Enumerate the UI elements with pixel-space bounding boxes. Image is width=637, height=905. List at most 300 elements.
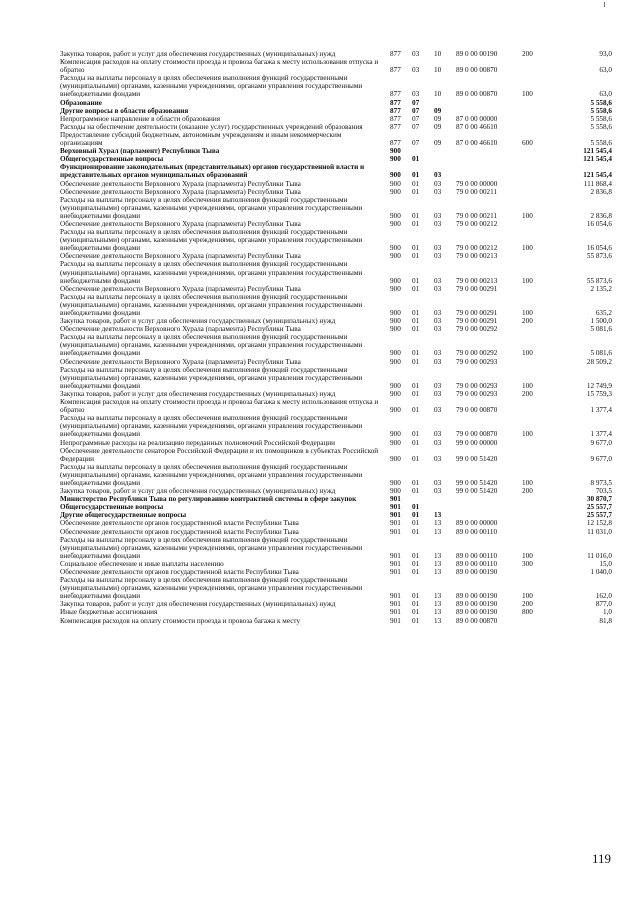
cell-section: 01 (412, 608, 420, 617)
row-name: Закупка товаров, работ и услуг для обеспечения государственных (муниципальных) нужд (60, 389, 336, 398)
cell-section: 01 (412, 406, 420, 415)
cell-ministry-code: 900 (390, 211, 401, 220)
cell-ministry-code: 900 (390, 325, 401, 334)
row-name: Расходы на выплаты персоналу в целях обеспечения выполнения функций государственными (муниципальными) органами, казенными учреждениями, органами управления государственными внебюджетными фондами (60, 260, 363, 285)
cell-section: 01 (412, 349, 420, 358)
cell-amount: 5 558,6 (590, 139, 612, 148)
cell-section: 07 (412, 114, 420, 123)
cell-subsection: 03 (434, 284, 442, 293)
cell-expense-type: 200 (522, 317, 533, 326)
cell-subsection: 03 (434, 317, 442, 326)
table-row (60, 220, 622, 228)
cell-section: 01 (412, 438, 420, 447)
table-row (60, 390, 622, 398)
cell-subsection: 03 (434, 219, 442, 228)
cell-target-article: 79 0 00 00291 (456, 309, 498, 317)
table-row (60, 123, 622, 131)
cell-amount: 15,0 (599, 559, 612, 568)
row-name: Непрограммные расходы на реализацию переданных полномочий Российской Федерации (60, 438, 335, 447)
cell-ministry-code: 900 (390, 389, 401, 398)
cell-expense-type: 100 (522, 551, 533, 560)
cell-expense-type: 200 (522, 389, 533, 398)
cell-section: 01 (412, 219, 420, 228)
cell-target-article: 89 0 00 00190 (456, 592, 498, 601)
cell-expense-type: 100 (522, 381, 533, 390)
cell-section: 01 (412, 179, 420, 188)
cell-subsection: 13 (434, 511, 442, 520)
cell-amount: 1 377,4 (590, 406, 612, 415)
table-row (60, 358, 622, 366)
cell-amount: 877,0 (595, 600, 612, 609)
cell-target-article: 79 0 00 00291 (456, 317, 498, 326)
table-row (60, 107, 622, 115)
cell-target-article: 89 0 00 00190 (456, 568, 498, 576)
cell-ministry-code: 900 (390, 171, 401, 180)
cell-target-article: 89 0 00 00190 (456, 608, 498, 617)
page-number: 119 (591, 851, 611, 866)
row-name: Компенсация расходов на оплату стоимости проезда и провоза багажа к месту использования отпуска и обратно (60, 58, 379, 75)
cell-subsection: 10 (434, 50, 442, 58)
row-name: Верховный Хурал (парламент) Республики Тыва (60, 147, 220, 156)
cell-section: 01 (412, 171, 420, 180)
cell-subsection: 03 (434, 244, 442, 253)
table-row (60, 188, 622, 196)
row-name: Закупка товаров, работ и услуг для обеспечения государственных (муниципальных) нужд (60, 600, 336, 609)
cell-amount: 55 873,6 (586, 276, 612, 285)
cell-target-article: 79 0 00 00000 (456, 179, 498, 188)
row-name: Обеспечение деятельности сенаторов Российской Федерации и их помощников в субъектах Российской Федерации (60, 446, 379, 463)
row-name: Расходы на выплаты персоналу в целях обеспечения выполнения функций государственными (муниципальными) органами, казенными учреждениями, органами управления государственными внебюджетными фондами (60, 333, 363, 358)
cell-target-article: 89 0 00 00110 (456, 559, 498, 568)
cell-expense-type: 200 (522, 487, 533, 496)
table-row (60, 398, 622, 414)
cell-target-article: 89 0 00 00110 (456, 551, 498, 560)
row-name: Обеспечение деятельности Верховного Хурала (парламента) Республики Тыва (60, 284, 301, 293)
cell-expense-type: 100 (522, 244, 533, 253)
cell-target-article: 87 0 00 46610 (456, 139, 498, 148)
cell-target-article: 79 0 00 00212 (456, 244, 498, 253)
row-name: Предоставление субсидий бюджетным, автономным учреждениям и иным некоммерческим организациям (60, 130, 342, 148)
row-name: Общегосударственные вопросы (60, 503, 164, 512)
cell-section: 03 (412, 90, 420, 99)
cell-amount: 25 557,7 (586, 503, 612, 512)
table-row (60, 252, 622, 260)
cell-section: 01 (412, 503, 420, 512)
table-row (60, 325, 622, 333)
cell-expense-type: 100 (522, 276, 533, 285)
cell-amount: 121 545,4 (583, 147, 612, 156)
cell-section: 07 (412, 106, 420, 115)
cell-target-article: 79 0 00 00211 (456, 187, 498, 196)
cell-ministry-code: 900 (390, 349, 401, 358)
table-row (60, 495, 622, 503)
cell-target-article: 87 0 00 46610 (456, 122, 498, 131)
table-row (60, 333, 622, 357)
cell-ministry-code: 900 (390, 252, 401, 261)
cell-subsection: 09 (434, 139, 442, 148)
cell-ministry-code: 901 (390, 495, 401, 504)
cell-section: 01 (412, 519, 420, 528)
cell-ministry-code: 877 (390, 50, 401, 58)
cell-ministry-code: 900 (390, 478, 401, 487)
cell-target-article: 89 0 00 00000 (456, 519, 498, 528)
cell-subsection: 03 (434, 325, 442, 334)
cell-amount: 5 081,6 (590, 325, 612, 334)
cell-subsection: 03 (434, 171, 442, 180)
cell-ministry-code: 900 (390, 309, 401, 317)
cell-ministry-code: 900 (390, 219, 401, 228)
cell-amount: 63,0 (599, 66, 612, 75)
row-name: Образование (60, 98, 102, 107)
cell-amount: 9 677,0 (590, 438, 612, 447)
cell-section: 01 (412, 559, 420, 568)
cell-amount: 5 081,6 (590, 349, 612, 358)
table-row (60, 58, 622, 74)
row-name: Расходы на выплаты персоналу в целях обеспечения выполнения функций государственными (муниципальными) органами, казенными учреждениями, органами управления государственными внебюджетными фондами (60, 576, 363, 601)
cell-target-article: 79 0 00 00870 (456, 430, 498, 439)
cell-expense-type: 100 (522, 478, 533, 487)
cell-expense-type: 200 (522, 50, 533, 58)
budget-table (60, 50, 622, 625)
cell-ministry-code: 900 (390, 147, 401, 156)
cell-expense-type: 200 (522, 600, 533, 609)
table-row (60, 503, 622, 511)
row-name: Расходы на выплаты персоналу в целях обеспечения выполнения функций государственными (муниципальными) органами, казенными учреждениями, органами управления государственными внебюджетными фондами (60, 365, 363, 390)
cell-amount: 16 054,6 (586, 219, 612, 228)
table-row (60, 608, 622, 616)
cell-ministry-code: 901 (390, 616, 401, 625)
table-row (60, 463, 622, 487)
row-name: Иные бюджетные ассигнования (60, 608, 158, 617)
row-name: Обеспечение деятельности Верховного Хурала (парламента) Республики Тыва (60, 219, 301, 228)
cell-section: 01 (412, 211, 420, 220)
cell-target-article: 79 0 00 00292 (456, 325, 498, 334)
cell-amount: 16 054,6 (586, 244, 612, 253)
cell-section: 01 (412, 284, 420, 293)
table-row (60, 163, 622, 179)
cell-ministry-code: 901 (390, 608, 401, 617)
row-name: Общегосударственные вопросы (60, 155, 164, 164)
cell-section: 01 (412, 389, 420, 398)
table-row (60, 576, 622, 600)
cell-ministry-code: 900 (390, 187, 401, 196)
cell-section: 01 (412, 155, 420, 164)
cell-amount: 703,5 (595, 487, 612, 496)
cell-ministry-code: 900 (390, 317, 401, 326)
row-name: Закупка товаров, работ и услуг для обеспечения государственных (муниципальных) нужд (60, 50, 336, 58)
cell-subsection: 03 (434, 276, 442, 285)
table-row (60, 487, 622, 495)
cell-target-article: 79 0 00 00213 (456, 276, 498, 285)
cell-ministry-code: 900 (390, 284, 401, 293)
cell-section: 01 (412, 357, 420, 366)
cell-expense-type: 100 (522, 430, 533, 439)
cell-amount: 2 135,2 (590, 284, 612, 293)
cell-target-article: 89 0 00 00870 (456, 616, 498, 625)
cell-amount: 15 759,3 (586, 389, 612, 398)
table-row (60, 74, 622, 98)
table-row (60, 528, 622, 536)
table-row (60, 617, 622, 625)
cell-amount: 5 558,6 (590, 114, 612, 123)
cell-subsection: 03 (434, 179, 442, 188)
cell-target-article: 89 0 00 00870 (456, 90, 498, 99)
cell-subsection: 13 (434, 559, 442, 568)
cell-amount: 1 377,4 (590, 430, 612, 439)
row-name: Функционирование законодательных (представительных) органов государственной власти и представительных органов муниципальных образований (60, 163, 365, 180)
cell-subsection: 03 (434, 478, 442, 487)
cell-section: 07 (412, 98, 420, 107)
row-name: Обеспечение деятельности Верховного Хурала (парламента) Республики Тыва (60, 325, 301, 334)
cell-amount: 5 558,6 (590, 106, 612, 115)
cell-subsection: 03 (434, 389, 442, 398)
cell-subsection: 09 (434, 106, 442, 115)
row-name: Обеспечение деятельности Верховного Хурала (парламента) Республики Тыва (60, 179, 301, 188)
cell-subsection: 03 (434, 252, 442, 261)
cell-target-article: 99 0 00 51420 (456, 454, 498, 463)
row-name: Расходы на выплаты персоналу в целях обеспечения выполнения функций государственными (муниципальными) органами, казенными учреждениями, органами управления государственными внебюджетными фондами (60, 462, 363, 487)
cell-ministry-code: 900 (390, 381, 401, 390)
cell-target-article: 99 0 00 51420 (456, 478, 498, 487)
cell-expense-type: 100 (522, 211, 533, 220)
cell-section: 01 (412, 616, 420, 625)
row-name: Министерство Республики Тыва по регулированию контрактной системы в сфере закупок (60, 495, 357, 504)
table-row (60, 196, 622, 220)
cell-amount: 1,0 (603, 608, 612, 617)
cell-target-article: 79 0 00 00211 (456, 211, 498, 220)
cell-ministry-code: 877 (390, 122, 401, 131)
cell-section: 01 (412, 527, 420, 536)
cell-expense-type: 800 (522, 608, 533, 617)
row-name: Закупка товаров, работ и услуг для обеспечения государственных (муниципальных) нужд (60, 317, 336, 326)
cell-amount: 55 873,6 (586, 252, 612, 261)
cell-target-article: 87 0 00 00000 (456, 114, 498, 123)
cell-subsection: 03 (434, 349, 442, 358)
row-name: Обеспечение деятельности Верховного Хурала (парламента) Республики Тыва (60, 357, 301, 366)
table-row (60, 147, 622, 155)
cell-expense-type: 100 (522, 592, 533, 601)
cell-subsection: 09 (434, 122, 442, 131)
cell-subsection: 13 (434, 551, 442, 560)
cell-target-article: 99 0 00 51420 (456, 487, 498, 496)
cell-subsection: 13 (434, 600, 442, 609)
cell-target-article: 89 0 00 00870 (456, 66, 498, 75)
cell-expense-type: 100 (522, 349, 533, 358)
cell-amount: 93,0 (599, 50, 612, 58)
cell-section: 03 (412, 66, 420, 75)
cell-subsection: 13 (434, 616, 442, 625)
table-row (60, 447, 622, 463)
cell-target-article: 89 0 00 00190 (456, 50, 498, 58)
cell-subsection: 10 (434, 66, 442, 75)
table-row (60, 519, 622, 527)
cell-section: 01 (412, 187, 420, 196)
table-row (60, 293, 622, 317)
cell-amount: 2 836,8 (590, 211, 612, 220)
cell-subsection: 09 (434, 114, 442, 123)
cell-target-article: 79 0 00 00291 (456, 284, 498, 293)
cell-amount: 162,0 (595, 592, 612, 601)
cell-section: 01 (412, 592, 420, 601)
table-row (60, 131, 622, 147)
cell-ministry-code: 901 (390, 519, 401, 528)
cell-amount: 11 031,0 (587, 527, 612, 536)
table-row (60, 414, 622, 438)
cell-section: 01 (412, 551, 420, 560)
cell-section: 01 (412, 276, 420, 285)
cell-ministry-code: 900 (390, 179, 401, 188)
table-row (60, 511, 622, 519)
cell-expense-type: 100 (522, 309, 533, 317)
row-name: Обеспечение деятельности органов государственной власти Республики Тыва (60, 527, 299, 536)
table-row (60, 228, 622, 252)
row-name: Компенсация расходов на оплату стоимости проезда и провоза багажа к месту использования отпуска и обратно (60, 398, 379, 415)
cell-amount: 25 557,7 (586, 511, 612, 520)
table-row (60, 536, 622, 560)
cell-section: 01 (412, 454, 420, 463)
row-name: Расходы на выплаты персоналу в целях обеспечения выполнения функций государственными (муниципальными) органами, казенными учреждениями, органами управления государственными внебюджетными фондами (60, 195, 363, 220)
cell-ministry-code: 901 (390, 592, 401, 601)
table-row (60, 317, 622, 325)
table-row (60, 180, 622, 188)
row-name: Расходы на обеспечение деятельности (оказание услуг) государственных учреждений образования (60, 122, 363, 131)
cell-amount: 81,8 (599, 616, 612, 625)
cell-target-article: 79 0 00 00293 (456, 357, 498, 366)
row-name: Расходы на выплаты персоналу в целях обеспечения выполнения функций государственными (муниципальными) органами, казенными учреждениями, органами управления государственными внебюджетными фондами (60, 228, 363, 253)
row-name: Компенсация расходов на оплату стоимости проезда и провоза багажа к месту (60, 616, 301, 625)
table-row (60, 568, 622, 576)
row-name: Социальное обеспечение и иные выплаты населению (60, 559, 224, 568)
cell-ministry-code: 877 (390, 98, 401, 107)
row-name: Непрограммное направление в области образования (60, 114, 221, 123)
cell-ministry-code: 900 (390, 406, 401, 415)
scan-mark (604, 2, 605, 7)
table-row (60, 155, 622, 163)
cell-section: 01 (412, 244, 420, 253)
cell-amount: 1 040,0 (590, 568, 612, 576)
cell-subsection: 03 (434, 309, 442, 317)
row-name: Обеспечение деятельности Верховного Хурала (парламента) Республики Тыва (60, 252, 301, 261)
cell-subsection: 03 (434, 430, 442, 439)
cell-ministry-code: 900 (390, 454, 401, 463)
cell-amount: 2 836,8 (590, 187, 612, 196)
cell-target-article: 79 0 00 00293 (456, 389, 498, 398)
cell-ministry-code: 877 (390, 90, 401, 99)
row-name: Другие вопросы в области образования (60, 106, 189, 115)
cell-section: 01 (412, 487, 420, 496)
table-row (60, 115, 622, 123)
cell-ministry-code: 901 (390, 551, 401, 560)
cell-ministry-code: 877 (390, 106, 401, 115)
cell-subsection: 13 (434, 519, 442, 528)
cell-target-article: 99 0 00 00000 (456, 438, 498, 447)
table-row (60, 50, 622, 58)
cell-ministry-code: 877 (390, 114, 401, 123)
cell-amount: 11 016,0 (587, 551, 612, 560)
cell-amount: 12 152,8 (586, 519, 612, 528)
row-name: Расходы на выплаты персоналу в целях обеспечения выполнения функций государственными (муниципальными) органами, казенными учреждениями, органами управления государственными внебюджетными фондами (60, 74, 363, 99)
cell-subsection: 03 (434, 357, 442, 366)
table-row (60, 99, 622, 107)
cell-amount: 30 870,7 (586, 495, 612, 504)
cell-amount: 121 545,4 (583, 171, 612, 180)
table-row (60, 285, 622, 293)
cell-ministry-code: 901 (390, 511, 401, 520)
row-name: Обеспечение деятельности органов государственной власти Республики Тыва (60, 568, 299, 576)
cell-ministry-code: 900 (390, 430, 401, 439)
cell-ministry-code: 900 (390, 276, 401, 285)
cell-amount: 5 558,6 (590, 98, 612, 107)
row-name: Обеспечение деятельности Верховного Хурала (парламента) Республики Тыва (60, 187, 301, 196)
cell-subsection: 03 (434, 438, 442, 447)
row-name: Расходы на выплаты персоналу в целях обеспечения выполнения функций государственными (муниципальными) органами, казенными учреждениями, органами управления государственными внебюджетными фондами (60, 292, 363, 317)
row-name: Обеспечение деятельности органов государственной власти Республики Тыва (60, 519, 299, 528)
table-row (60, 600, 622, 608)
cell-section: 01 (412, 568, 420, 576)
cell-section: 01 (412, 600, 420, 609)
cell-section: 01 (412, 325, 420, 334)
cell-subsection: 13 (434, 608, 442, 617)
cell-section: 03 (412, 50, 420, 58)
cell-amount: 12 749,9 (586, 381, 612, 390)
cell-ministry-code: 900 (390, 438, 401, 447)
cell-amount: 635,2 (595, 309, 612, 317)
cell-subsection: 03 (434, 381, 442, 390)
cell-target-article: 79 0 00 00292 (456, 349, 498, 358)
cell-target-article: 89 0 00 00110 (456, 527, 498, 536)
cell-subsection: 13 (434, 592, 442, 601)
cell-ministry-code: 901 (390, 600, 401, 609)
cell-section: 01 (412, 511, 420, 520)
cell-amount: 9 677,0 (590, 454, 612, 463)
cell-section: 01 (412, 252, 420, 261)
cell-subsection: 13 (434, 527, 442, 536)
cell-section: 01 (412, 381, 420, 390)
cell-subsection: 03 (434, 406, 442, 415)
cell-amount: 121 545,4 (583, 155, 612, 164)
cell-ministry-code: 900 (390, 244, 401, 253)
cell-ministry-code: 877 (390, 66, 401, 75)
cell-section: 01 (412, 478, 420, 487)
row-name: Закупка товаров, работ и услуг для обеспечения государственных (муниципальных) нужд (60, 487, 336, 496)
cell-subsection: 03 (434, 454, 442, 463)
row-name: Другие общегосударственные вопросы (60, 511, 187, 520)
cell-expense-type: 300 (522, 559, 533, 568)
cell-subsection: 03 (434, 211, 442, 220)
cell-ministry-code: 901 (390, 527, 401, 536)
cell-section: 07 (412, 139, 420, 148)
cell-target-article: 79 0 00 00870 (456, 406, 498, 415)
table-row (60, 260, 622, 284)
cell-subsection: 10 (434, 90, 442, 99)
cell-ministry-code: 900 (390, 155, 401, 164)
cell-amount: 111 868,4 (583, 179, 612, 188)
cell-amount: 63,0 (599, 90, 612, 99)
cell-amount: 5 558,6 (590, 122, 612, 131)
cell-expense-type: 600 (522, 139, 533, 148)
cell-target-article: 79 0 00 00213 (456, 252, 498, 261)
cell-subsection: 03 (434, 187, 442, 196)
cell-expense-type: 100 (522, 90, 533, 99)
table-row (60, 560, 622, 568)
cell-ministry-code: 901 (390, 503, 401, 512)
cell-target-article: 89 0 00 00190 (456, 600, 498, 609)
row-name: Расходы на выплаты персоналу в целях обеспечения выполнения функций государственными (муниципальными) органами, казенными учреждениями, органами управления государственными внебюджетными фондами (60, 535, 363, 560)
cell-ministry-code: 901 (390, 559, 401, 568)
cell-amount: 1 500,0 (590, 317, 612, 326)
cell-section: 01 (412, 430, 420, 439)
cell-ministry-code: 900 (390, 487, 401, 496)
